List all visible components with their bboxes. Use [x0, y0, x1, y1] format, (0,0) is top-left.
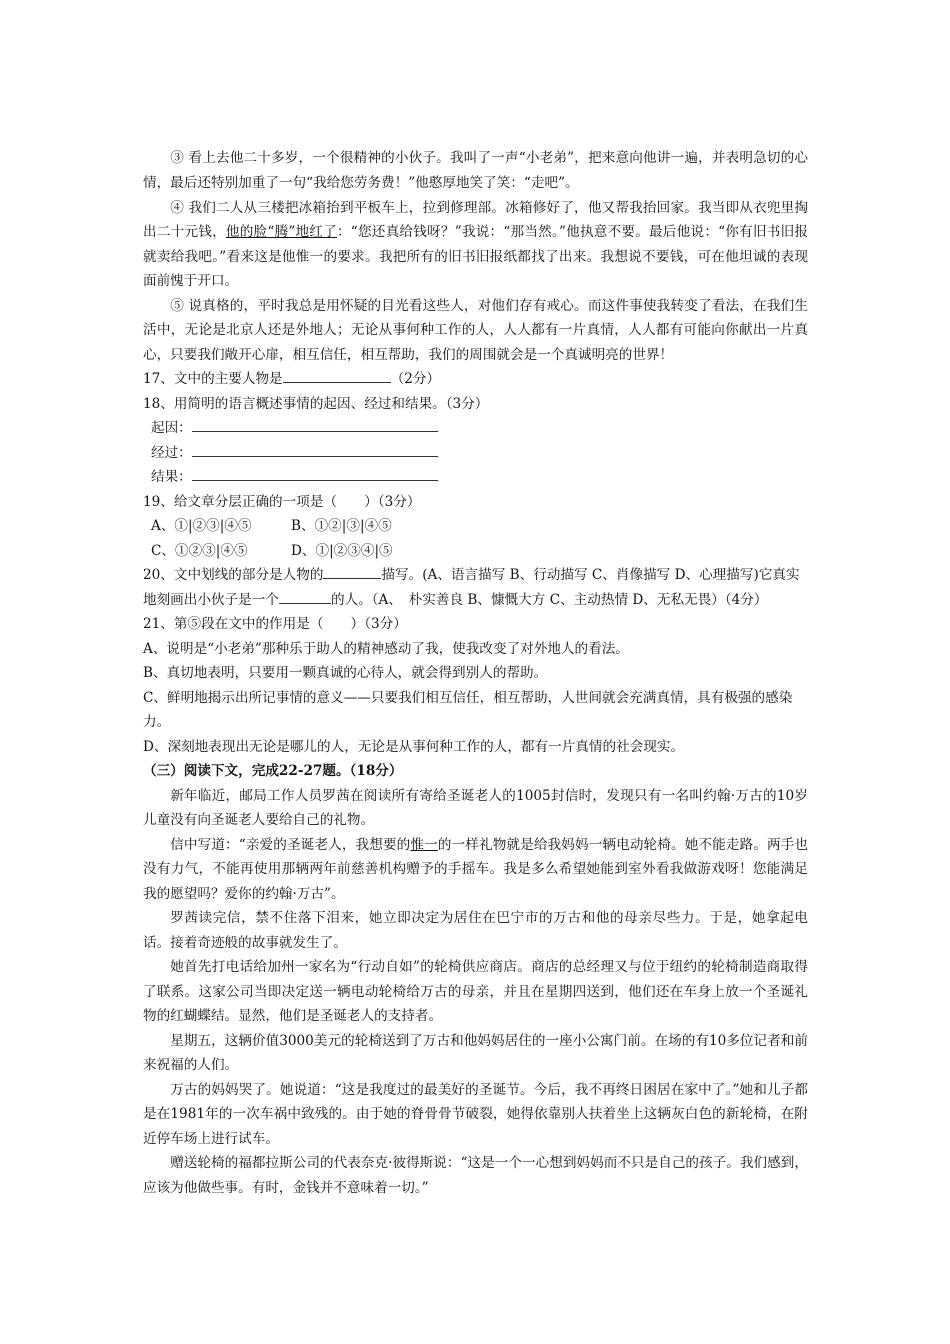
- question-17-score: （2分）: [390, 371, 441, 387]
- answer-line-result: [143, 465, 808, 490]
- options-row: [143, 539, 808, 564]
- underlined-phrase: 他的脸“腾”地红了: [225, 224, 337, 240]
- option-d: D、深刻地表现出无论是哪儿的人，无论是从事何种工作的人，都有一片真情的社会现实。: [143, 738, 685, 755]
- section-heading: （三）阅读下文，完成22-27题。（18分）: [143, 763, 403, 779]
- paragraph-3: ③ 看上去他二十多岁，一个很精神的小伙子。我叫了一声“小老弟”，把来意向他讲一遍，并表明急切的心情，最后还特别加重了一句“我给您劳务费！”他憨厚地笑了笑：“走吧”。: [143, 150, 808, 191]
- paragraph-4: [143, 196, 808, 294]
- question-19: 19、给文章分层正确的一项是（ ）（3分）: [143, 493, 421, 510]
- paragraph-4-text-a: ④ 我们二人从三楼把冰箱抬到平板车上，拉到修理部。冰箱修好了，他又帮我抬回家。我当即从衣兜里掏出二十元钱，: [143, 199, 808, 240]
- answer-blank[interactable]: [283, 368, 391, 383]
- answer-blank[interactable]: [192, 417, 438, 432]
- option-d: D、①|②③④|⑤: [291, 542, 393, 559]
- question-20: [143, 563, 808, 612]
- option-a: A、①|②③|④⑤: [151, 518, 252, 534]
- option-c: C、①②③|④⑤: [151, 542, 248, 559]
- label-result: 结果：: [151, 469, 192, 485]
- story-paragraph-2: [143, 833, 808, 907]
- question-20-text-b: 描写。(A、语言描写 B、行动描写 C、肖像描写 D、心理描写)它真实地刻画出小伙子是一个: [143, 567, 800, 608]
- answer-blank[interactable]: [279, 589, 331, 604]
- question-21: 21、第⑤段在文中的作用是（ ）（3分）: [143, 616, 407, 632]
- underlined-word: 惟一: [410, 836, 438, 853]
- option-c: C、鲜明地揭示出所记事情的意义——只要我们相互信任，相互帮助，人世间就会充满真情，具有极强的感染力。: [143, 689, 793, 730]
- story-paragraph-1: 新年临近，邮局工作人员罗茜在阅读所有寄给圣诞老人的1005封信时，发现只有一名叫约翰·万古的10岁儿童没有向圣诞老人要给自己的礼物。: [143, 787, 808, 828]
- option-b: B、真切地表明，只要用一颗真诚的心待人，就会得到别人的帮助。: [143, 665, 548, 681]
- option-b: B、①②|③|④⑤: [291, 518, 392, 534]
- answer-blank[interactable]: [192, 442, 438, 457]
- question-17-text: 17、文中的主要人物是: [143, 371, 283, 387]
- answer-blank[interactable]: [323, 564, 381, 579]
- story-paragraph-6: 万古的妈妈哭了。她说道：“这是我度过的最美好的圣诞节。今后，我不再终日困居在家中了。”她和儿子都是在1981年的一次车祸中致残的。由于她的脊骨骨节破裂，她得依靠别人扶着坐上这辆灰白色的新轮椅，在附近停车场上进行试车。: [143, 1081, 808, 1147]
- question-20-text-a: 20、文中划线的部分是人物的: [143, 567, 324, 583]
- paragraph-4-text-b: ：“您还真给钱呀？”我说：“那当然。”他执意不要。最后他说：“你有旧书旧报就卖给我吧。”看来这是他惟一的要求。我把所有的旧书旧报纸都找了出来。我想说不要钱，可在他坦诚的表现面前愧于开口。: [143, 224, 808, 289]
- answer-blank[interactable]: [192, 466, 438, 481]
- options-row: [143, 514, 808, 539]
- story-paragraph-2-text-a: 信中写道：“亲爱的圣诞老人，我想要的: [170, 836, 411, 853]
- option-a: A、说明是“小老弟”那种乐于助人的精神感动了我，使我改变了对外地人的看法。: [143, 640, 629, 657]
- story-paragraph-7: 赠送轮椅的福都拉斯公司的代表奈克·彼得斯说：“这是一个一心想到妈妈而不只是自己的孩子。我们感到，应该为他做些事。有时，金钱并不意味着一切。”: [143, 1155, 808, 1196]
- answer-line-process: [143, 441, 808, 466]
- story-paragraph-2-text-b: 的一样礼物就是给我妈妈一辆电动轮椅。她不能走路。两手也没有力气，不能再使用那辆两年前慈善机构赠予的手摇车。我是多么希望她能到室外看我做游戏呀！您能满足我的愿望吗？爱你的约翰·万古”。: [143, 836, 809, 902]
- question-17: [143, 367, 808, 392]
- paragraph-5: ⑤ 说真格的，平时我总是用怀疑的目光看这些人，对他们存有戒心。而这件事使我转变了看法，在我们生活中，无论是北京人还是外地人；无论从事何种工作的人，人人都有一片真情，人人都有可能向你献出一片真心，只要我们敞开心扉，相互信任，相互帮助，我们的周围就会是一个真诚明亮的世界！: [143, 297, 808, 363]
- story-paragraph-5: 星期五，这辆价值3000美元的轮椅送到了万古和他妈妈居住的一座小公寓门前。在场的有10多位记者和前来祝福的人们。: [143, 1032, 808, 1073]
- question-20-text-c: 的人。（A、 朴实善良 B、慷慨大方 C、主动热情 D、无私无畏）（4分）: [330, 591, 768, 608]
- story-paragraph-4: 她首先打电话给加州一家名为“行动自如”的轮椅供应商店。商店的总经理又与位于纽约的轮椅制造商取得了联系。这家公司当即决定送一辆电动轮椅给万古的母亲，并且在星期四送到，他们还在车身上放一个圣诞礼物的红蝴蝶结。显然，他们是圣诞老人的支持者。: [143, 959, 808, 1024]
- document-page: [143, 146, 808, 1200]
- question-18: 18、用简明的语言概述事情的起因、经过和结果。（3分）: [143, 395, 489, 412]
- answer-line-cause: [143, 416, 808, 441]
- label-process: 经过：: [151, 444, 192, 461]
- story-paragraph-3: 罗茜读完信，禁不住落下泪来，她立即决定为居住在巴宁市的万古和他的母亲尽些力。于是，她拿起电话。接着奇迹般的故事就发生了。: [143, 910, 808, 951]
- label-cause: 起因：: [151, 420, 192, 436]
